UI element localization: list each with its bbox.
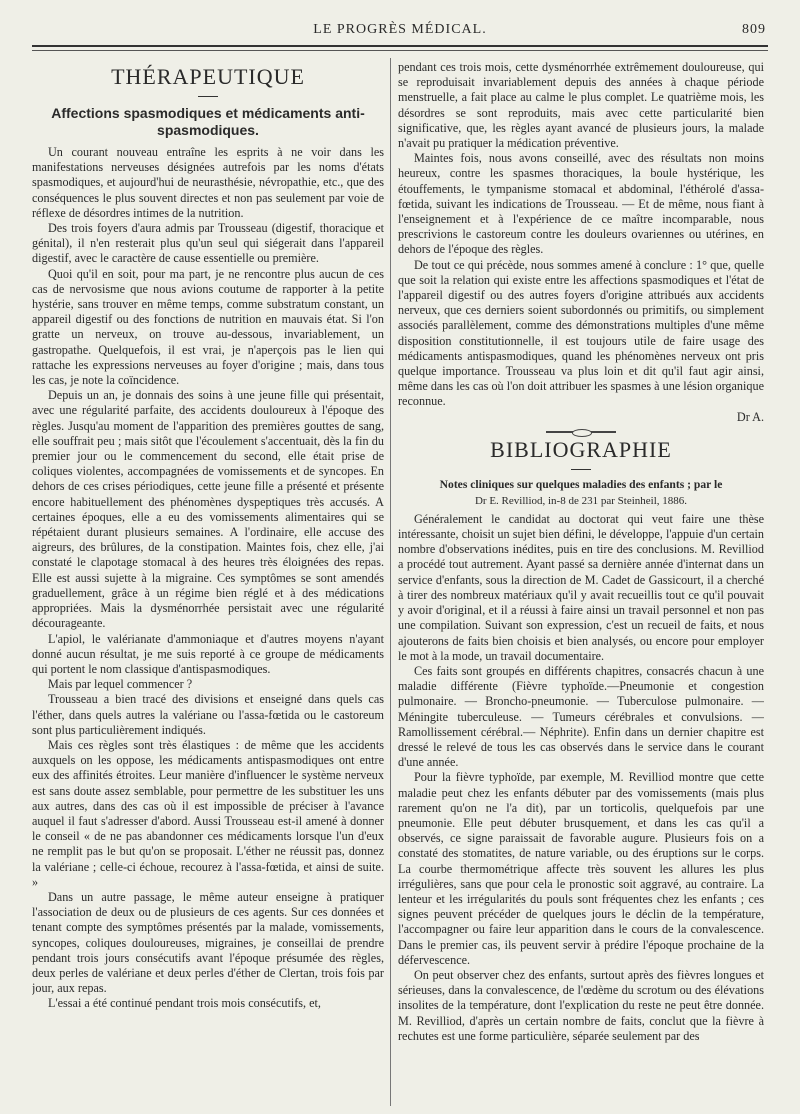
paragraph: L'essai a été continué pendant trois mois consécutifs, et,: [48, 996, 321, 1011]
running-title: LE PROGRÈS MÉDICAL.: [313, 22, 487, 37]
left-column: [32, 60, 384, 1108]
paragraph: Quoi qu'il en soit, pour ma part, je ne rencontre plus aucun de ces cas de nervosisme que nous avions coutume de rapporter à la petite hystérie, sans trouver en même temps, comme substratum constant, un appareil digestif ou des fonctions de nutrition en mauvais état. Si l'on gratte un nerveux, on trouve au-dessous, invariablement, un gastropathe. Quelquefois, il est vrai, je n'aperçois pas le lien qui rattache les expressions nerveuses au foyer d'origine ; mais, dans tous les cas, je note la coïncidence.: [32, 266, 384, 388]
title-divider: [571, 469, 591, 470]
paragraph: Des trois foyers d'aura admis par Trousseau (digestif, thoracique et génital), il n'en resterait plus qu'un seul qui siégerait dans l'appareil digestif, avec le caractère de cause essentielle ou première.: [32, 221, 384, 266]
page-number: 809: [742, 22, 766, 37]
header-rule-thin: [32, 50, 768, 51]
paragraph: Depuis un an, je donnais des soins à une jeune fille qui présentait, avec une régularité parfaite, des accidents douloureux à l'époque des règles. Jusqu'au moment de l'apparition des premières gouttes de sang, elle souffrait peu ; mais sitôt que l'écoulement s'accentuait, dès la fin du premier jour ou le commencement du second, elle était prise de coliques violentes, accompagnées de vomissements et de syncopes. En dehors de ces crises périodiques, cette jeune fille a présenté et présente encore habituellement des phénomènes dyspeptiques très accusés. A certaines époques, elle a eu des vomissements alimentaires qui se répétaient durant plusieurs semaines. A l'ordinaire, elle accuse des aigreurs, des brûlures, de la constipation. Maintes fois, chez elle, j'ai constaté le clapotage stomacal à des heures très éloignées des repas. Elle est aussi sujette à la migraine. Ces symptômes se sont amendés graduellement, grâce à un régime bien réglé et à des médications appropriées. Mais la dysménorrhée persistait avec une régularité décourageante.: [32, 388, 384, 631]
title-divider: [198, 96, 218, 97]
column-divider: [390, 58, 391, 1106]
paragraph: Pour la fièvre typhoïde, par exemple, M. Revilliod montre que cette maladie peut chez les enfants débuter par des vomissements (mais plus rarement qu'on ne l'a dit), par un torticolis, quelquefois par une pneumonie. Elle peut débuter brusquement, et dans les cas qu'il a observés, ce signe paraissait de favorable augure. Plusieurs fois on a constaté des stomatites, de nature variable, ou des éruptions sur le corps. La courbe thermométrique affecte très souvent les allures les plus irrégulières, sans que pour cela le pronostic soit aggravé, au contraire. La lenteur et les irrégularités du pouls sont fréquentes chez les enfants ; ces signes peuvent précéder de quelques jours le déclin de la température, l'accompagner ou faire leur apparition dans le cours de la convalescence. Dans le premier cas, ils peuvent servir à prédire l'époque prochaine de la défervescence.: [398, 770, 764, 967]
page-header: [32, 22, 768, 42]
right-column: [398, 60, 764, 1108]
section-title-bibliographie: BIBLIOGRAPHIE: [490, 436, 672, 462]
book-details: Dr E. Revilliod, in-8 de 231 par Steinheil, 1886.: [474, 494, 688, 507]
paragraph: Un courant nouveau entraîne les esprits à ne voir dans les manifestations nerveuses désignées autrefois par les noms d'états spasmodiques, et aujourd'hui de neurasthésie, névropathie, etc., que des conséquences le plus souvent directes et non pas seulement par voie de réflexe de désordres intimes de la nutrition.: [32, 145, 384, 220]
paragraph: Dans un autre passage, le même auteur enseigne à pratiquer l'association de deux ou de plusieurs de ces agents. Sur ces données et tenant compte des symptômes présentés par la malade, vomissements, syncopes, coliques douloureuses, migraines, je conseillai de prendre pendant trois jours consécutifs avant l'époque présumée des règles, deux perles de valériane et deux perles d'éther de Clertan, trois fois par jour, aux repas.: [32, 889, 384, 996]
article-title: Affections spasmodiques et médicaments anti-spasmodiques.: [51, 105, 365, 138]
paragraph: L'apiol, le valérianate d'ammoniaque et d'autres moyens n'ayant donné aucun résultat, je me suis reporté à ce groupe de médicaments qui portent le nom classique d'antispasmodiques.: [32, 631, 384, 676]
paragraph: Mais ces règles sont très élastiques : de même que les accidents auxquels on les oppose, les médicaments antispasmodiques ont entre eux des affinités étroites. Leur manière d'influencer le système nerveux est sans doute assez semblable, pour permettre de les substituer les uns aux autres, dans des cas où il est impossible de préciser à l'avance auquel il faut s'adresser d'abord. Aussi Trousseau est-il amené à donner le conseil « de ne pas abandonner ces médicaments lorsque l'un d'eux ne remplit pas le but qu'on se proposait. L'éther ne réussit pas, donnez la valériane ; celle-ci échoue, recourez à l'assa-fœtida, et ainsi de suite. »: [32, 737, 384, 889]
paragraph: De tout ce qui précède, nous sommes amené à conclure : 1° que, quelle que soit la relation qui existe entre les affections spasmodiques et l'état de l'appareil digestif ou des autres foyers d'origine attribués aux accidents nerveux, que ces derniers soient subordonnés ou primitifs, ou simplement associés parallèlement, comme des démonstrations multiples d'une même disposition constitutionnelle, il est toujours utile de faire usage des médicaments antispasmodiques, quand les phénomènes nerveux ont pris quelque importance. Trousseau va plus loin et dit qu'il faut agir ainsi, même dans les cas où l'on doit attribuer les spasmes à une lésion organique reconnue.: [398, 257, 764, 409]
signature: Dr A.: [736, 409, 764, 424]
paragraph: Ces faits sont groupés en différents chapitres, consacrés chacun à une maladie différente (Fièvre typhoïde.—Pneumonie et congestion pulmonaire. — Broncho-pneumonie. — Tuberculose pulmonaire. — Méningite tuberculeuse. — Tumeurs cérébrales et convulsions. — Ramollissement cérébral.— Néphrite). Enfin dans un dernier chapitre est dressé le relevé de tous les cas observés dans le service dans le courant d'une année.: [398, 663, 764, 770]
paragraph: Généralement le candidat au doctorat qui veut faire une thèse intéressante, choisit un sujet bien défini, le développe, l'appuie d'un certain nombre d'observations inédites, puis en tire des conclusions. M. Revilliod a procédé tout autrement. Ayant passé sa dernière année d'internat dans un service d'enfants, sous la direction de M. Cadet de Gassicourt, il a cherché à tirer des nombreux matériaux qu'il y avait recueillis tout ce qu'il pouvait y avoir d'original, et il a réussi à faire ainsi un travail personnel et non pas une compilation. Suivant son expression, c'est un recueil de faits, et nous ajouterons de faits bien choisis et bien analysés, ou encore pour employer le mot à la mode, un travail documentaire.: [398, 511, 764, 663]
section-title-therapeutique: THÉRAPEUTIQUE: [111, 64, 305, 89]
paragraph: On peut observer chez des enfants, surtout après des fièvres longues et sérieuses, dans la convalescence, de l'œdème du scrotum ou des élévations insolites de la température, dont l'explication du reste ne peut être donnée. M. Revilliod, d'après un certain nombre de faits, conclut que la fièvre à rechutes est une forme particulière, séparée seulement par des: [398, 967, 764, 1043]
paragraph: Mais par lequel commencer ?: [48, 677, 193, 692]
header-rule: [32, 45, 768, 47]
ornament-divider: [546, 431, 616, 433]
paragraph: pendant ces trois mois, cette dysménorrhée extrêmement douloureuse, qui se reproduisait invariablement depuis des années à chaque période menstruelle, a fait place au calme le plus complet. Le quatrième mois, les désordres se sont reproduits, mais avec cette particularité bien significative, que, les règles ayant avancé de plusieurs jours, la malade n'avait pu pratiquer la médication préventive.: [398, 60, 764, 151]
book-title: Notes cliniques sur quelques maladies des enfants ; par le: [439, 477, 723, 491]
paragraph: Trousseau a bien tracé des divisions et enseigné dans quels cas l'éther, dans quels autres la valériane ou l'assa-fœtida ou le castoreum sont plus particulièrement indiqués.: [32, 692, 384, 737]
paragraph: Maintes fois, nous avons conseillé, avec des résultats non moins heureux, contre les spasmes thoraciques, la boule hystérique, les étouffements, le tympanisme stomacal et abdominal, l'éthérolé d'assa-fœtida, suivant les indications de Trousseau. — Et de même, nous fiant à l'enseignement et à l'expérience de ce maître incomparable, nous prescrivions le castoreum contre les douleurs ovariennes ou utérines, en dehors de l'époque des règles.: [398, 151, 764, 257]
